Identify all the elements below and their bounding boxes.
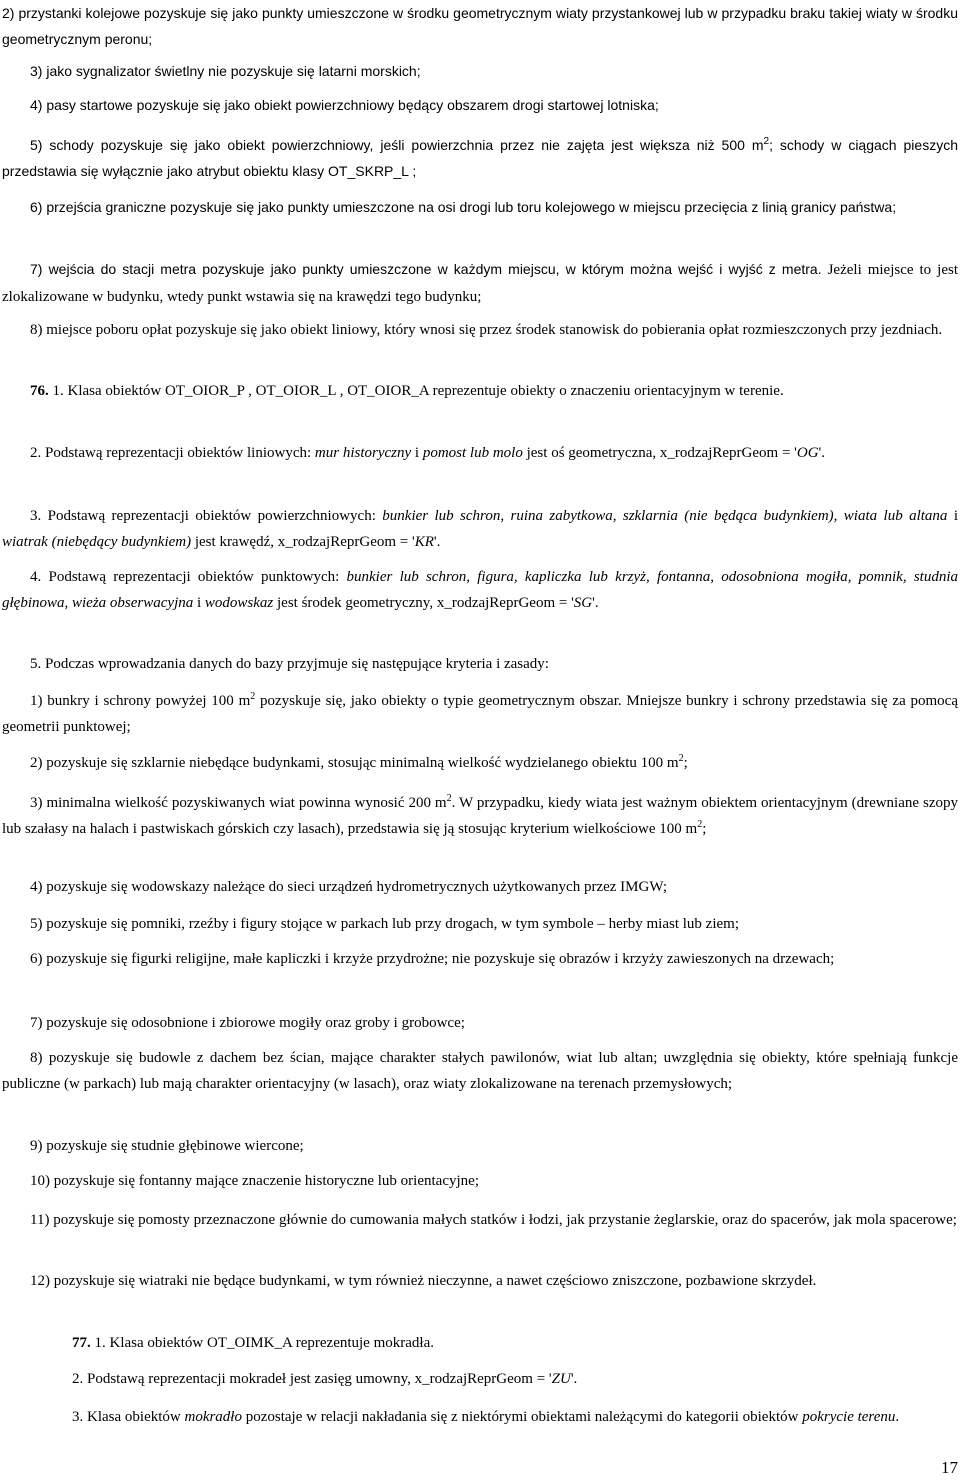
text: ; schody w ciągach pieszych przedstawia się wyłącznie jako atrybut obiektu klasy OT_SKRP_L ; bbox=[2, 137, 958, 179]
text: 8) pozyskuje się budowle z dachem bez ścian, mające charakter stałych pawilonów, wiat lub altan; uwzględnia się obiekty, które spełniają funkcje publiczne (w parkach) lub mają charakter orientacyjny (w lasach), oraz wiaty zlokalizowane na terenach przemysłowych; bbox=[2, 1050, 958, 1092]
text: jest oś geometryczna, x_rodzajReprGeom = ' bbox=[522, 445, 797, 461]
text: 5. Podczas wprowadzania danych do bazy przyjmuje się następujące kryteria i zasady: bbox=[30, 656, 549, 672]
item-8-poboru-oplat bbox=[2, 317, 958, 343]
text: 1) bunkry i schrony powyżej 100 m bbox=[30, 693, 251, 709]
text: 3) jako sygnalizator świetlny nie pozyskuje się latarni morskich; bbox=[30, 63, 421, 79]
section-76-par-2 bbox=[2, 440, 958, 466]
superscript: 2 bbox=[446, 793, 452, 804]
criterion-4 bbox=[2, 874, 958, 900]
italic-text: wiatrak (niebędący budynkiem) bbox=[2, 534, 192, 550]
text: i bbox=[193, 595, 205, 611]
text: 5) pozyskuje się pomniki, rzeźby i figury stojące w parkach lub przy drogach, w tym symbole – herby miast lub ziem; bbox=[30, 916, 739, 932]
criterion-12 bbox=[2, 1268, 958, 1294]
item-6-przejscia-graniczne bbox=[2, 194, 958, 220]
italic-text: KR bbox=[414, 534, 434, 550]
text: pozostaje w relacji nakładania się z niektórymi obiektami należącymi do kategorii obiektów bbox=[241, 1409, 803, 1425]
text: jest środek geometryczny, x_rodzajReprGeom = ' bbox=[273, 595, 574, 611]
text: 7) pozyskuje się odosobnione i zbiorowe mogiły oraz groby i grobowce; bbox=[30, 1015, 465, 1031]
section-77-par-3 bbox=[2, 1404, 958, 1430]
item-7-metro bbox=[2, 256, 958, 310]
text: ; bbox=[683, 755, 688, 771]
italic-text: mur historyczny bbox=[314, 445, 412, 461]
item-4-pasy-startowe bbox=[2, 92, 958, 118]
section-number: 77. bbox=[72, 1335, 91, 1351]
italic-text: bunkier lub schron, ruina zabytkowa, szklarnia (nie będąca budynkiem), wiata lub altana bbox=[382, 508, 948, 524]
text: pozyskuje się, jako obiekty o typie geometrycznym obszar. Mniejsze bunkry i schrony przedstawia się za pomocą geometrii punktowej; bbox=[2, 693, 958, 735]
text: '. bbox=[433, 534, 441, 550]
criterion-8 bbox=[2, 1045, 958, 1097]
section-76-par-4 bbox=[2, 564, 958, 616]
italic-text: pokrycie terenu bbox=[802, 1409, 896, 1425]
text: 2. Podstawą reprezentacji obiektów liniowych: bbox=[30, 445, 315, 461]
text: i bbox=[947, 508, 959, 524]
page-number: 17 bbox=[941, 1458, 958, 1477]
superscript: 2 bbox=[763, 136, 770, 147]
text: 3. Klasa obiektów bbox=[72, 1409, 185, 1425]
criterion-1 bbox=[2, 688, 958, 740]
italic-text: bunkier lub schron, figura, kapliczka lub krzyż, fontanna, odosobniona mogiła, pomnik, studnia głębinowa, wieża obserwacyjna bbox=[2, 569, 958, 611]
text: 4) pasy startowe pozyskuje się jako obiekt powierzchniowy będący obszarem drogi startowej lotniska; bbox=[30, 97, 659, 113]
text: 6) pozyskuje się figurki religijne, małe kapliczki i krzyże przydrożne; nie pozyskuje się obrazów i krzyży zawieszonych na drzewach; bbox=[30, 951, 835, 967]
italic-text: wodowskaz bbox=[204, 595, 274, 611]
section-76-par-5 bbox=[2, 651, 958, 677]
section-76-par-3 bbox=[2, 503, 958, 555]
criterion-9 bbox=[2, 1133, 958, 1159]
text: '. bbox=[570, 1371, 578, 1387]
item-5-schody bbox=[2, 132, 958, 184]
text: 5) schody pozyskuje się jako obiekt powierzchniowy, jeśli powierzchnia przez nie zajęta jest większa niż 500 m bbox=[30, 137, 764, 153]
section-77-par-1 bbox=[2, 1330, 958, 1356]
criterion-10 bbox=[2, 1168, 958, 1194]
text: Jeżeli miejsce to jest zlokalizowane w budynku, wtedy punkt wstawia się na krawędzi tego budynku; bbox=[2, 262, 958, 305]
italic-text: SG bbox=[573, 595, 593, 611]
text: 1. Klasa obiektów OT_OIMK_A reprezentuje mokradła. bbox=[90, 1335, 434, 1351]
italic-text: OG bbox=[796, 445, 819, 461]
criterion-5 bbox=[2, 911, 958, 937]
superscript: 2 bbox=[697, 819, 703, 830]
text: 4. Podstawą reprezentacji obiektów punktowych: bbox=[30, 569, 347, 585]
text: 2. Podstawą reprezentacji mokradeł jest zasięg umowny, x_rodzajReprGeom = ' bbox=[72, 1371, 552, 1387]
text: . W przypadku, kiedy wiata jest ważnym obiektem orientacyjnym (drewniane szopy lub szałasy na halach i pastwiskach górskich czy lasach), przedstawia się ją stosując kryterium wielkościowe 100 m bbox=[2, 795, 958, 837]
criterion-6 bbox=[2, 946, 958, 972]
superscript: 2 bbox=[250, 691, 256, 702]
italic-text: mokradło bbox=[184, 1409, 242, 1425]
section-77-par-2 bbox=[2, 1366, 958, 1392]
text: 3) minimalna wielkość pozyskiwanych wiat powinna wynosić 200 m bbox=[30, 795, 447, 811]
criterion-11 bbox=[2, 1207, 958, 1233]
text: 10) pozyskuje się fontanny mające znaczenie historyczne lub orientacyjne; bbox=[30, 1173, 479, 1189]
text: 11) pozyskuje się pomosty przeznaczone głównie do cumowania małych statków i łodzi, jak przystanie żeglarskie, oraz do spacerów, jak mola spacerowe; bbox=[30, 1212, 957, 1228]
superscript: 2 bbox=[678, 753, 684, 764]
text: 2) przystanki kolejowe pozyskuje się jako punkty umieszczone w środku geometrycznym wiaty przystankowej lub w przypadku braku takiej wiaty w środku geometrycznym peronu; bbox=[2, 5, 958, 47]
text: '. bbox=[592, 595, 599, 611]
text: . bbox=[895, 1409, 900, 1425]
text: '. bbox=[818, 445, 825, 461]
text: ; bbox=[702, 821, 707, 837]
text: 1. Klasa obiektów OT_OIOR_P , OT_OIOR_L , OT_OIOR_A reprezentuje obiekty o znaczeniu orientacyjnym w terenie. bbox=[48, 383, 784, 399]
text: 7) wejścia do stacji metra pozyskuje jako punkty umieszczone w każdym miejscu, w którym można wejść i wyjść z metra. bbox=[30, 261, 822, 277]
text: 12) pozyskuje się wiatraki nie będące budynkami, w tym również nieczynne, a nawet częściowo zniszczone, pozbawione skrzydeł. bbox=[30, 1273, 817, 1289]
italic-text: pomost lub molo bbox=[422, 445, 523, 461]
text: 8) miejsce poboru opłat pozyskuje się jako obiekt liniowy, który wnosi się przez środek stanowisk do pobierania opłat rozmieszczonych przy jezdniach. bbox=[30, 322, 943, 338]
text: 9) pozyskuje się studnie głębinowe wiercone; bbox=[30, 1138, 304, 1154]
text: jest krawędź, x_rodzajReprGeom = ' bbox=[191, 534, 415, 550]
section-number: 76. bbox=[30, 383, 49, 399]
item-3-sygnalizator bbox=[2, 58, 958, 84]
criterion-2 bbox=[2, 750, 958, 776]
text: 3. Podstawą reprezentacji obiektów powierzchniowych: bbox=[30, 508, 383, 524]
text: 6) przejścia graniczne pozyskuje się jako punkty umieszczone na osi drogi lub toru kolejowego w miejscu przecięcia z linią granicy państwa; bbox=[30, 199, 897, 215]
text: 2) pozyskuje się szklarnie niebędące budynkami, stosując minimalną wielkość wydzielanego obiektu 100 m bbox=[30, 755, 679, 771]
italic-text: ZU bbox=[551, 1371, 571, 1387]
text: 4) pozyskuje się wodowskazy należące do sieci urządzeń hydrometrycznych użytkowanych przez IMGW; bbox=[30, 879, 668, 895]
section-76-par-1 bbox=[2, 378, 958, 404]
item-2-przystanki bbox=[2, 0, 958, 52]
criterion-7 bbox=[2, 1010, 958, 1036]
criterion-3 bbox=[2, 790, 958, 842]
text: i bbox=[411, 445, 423, 461]
